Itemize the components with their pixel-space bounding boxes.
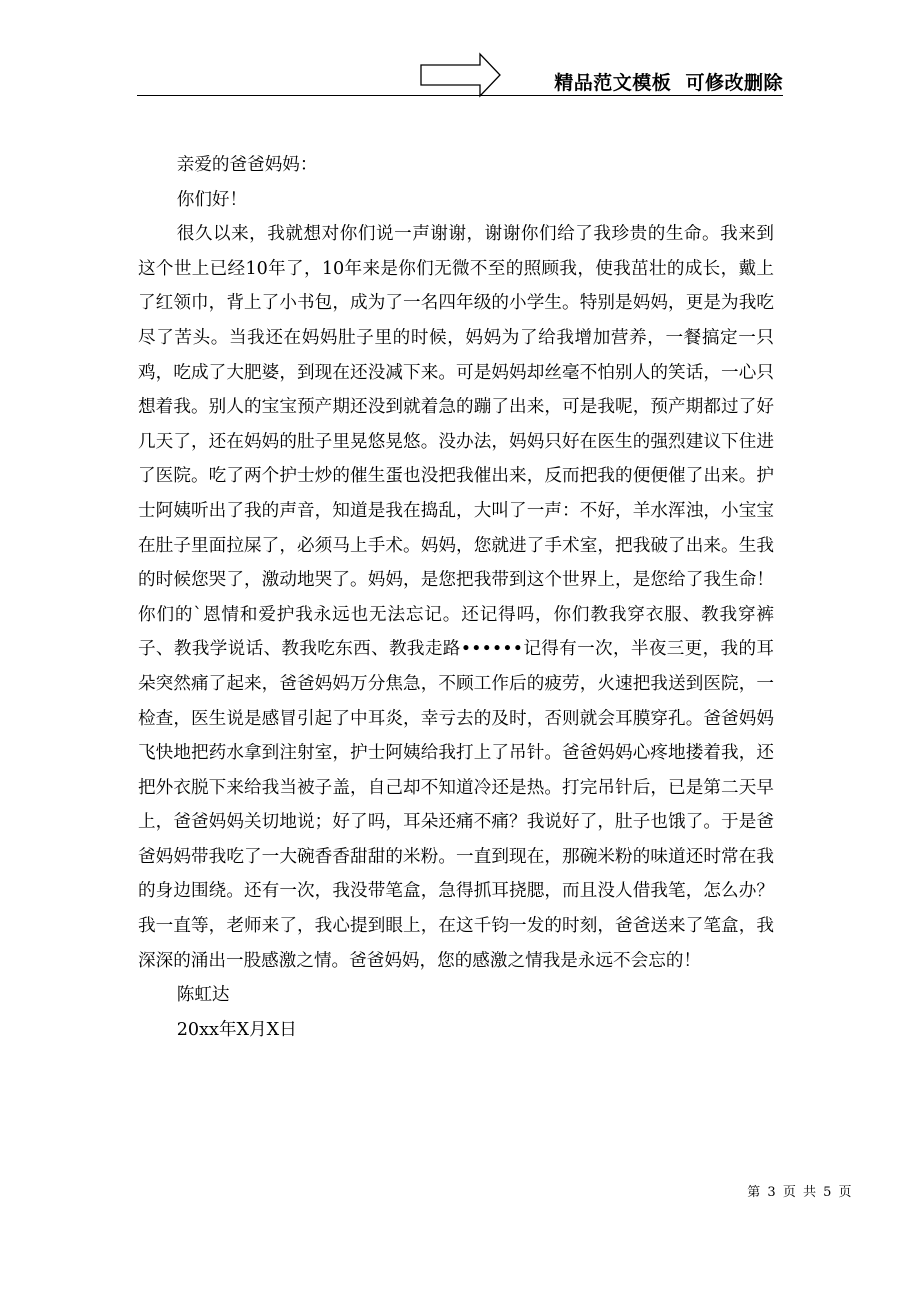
letter-greeting: 你们好！ — [176, 189, 248, 210]
letter-body — [138, 148, 774, 1047]
letter-signature: 陈虹达 — [176, 985, 230, 1006]
header-title: 精品范文模板 可修改删除 — [554, 72, 783, 94]
page-number: 第 3 页 共 5 页 — [747, 1185, 853, 1200]
right-arrow-outline-icon — [420, 52, 502, 98]
letter-paragraph: 很久以来，我就想对你们说一声谢谢，谢谢你们给了我珍贵的生命。我来到这个世上已经10年了，10年来是你们无微不至的照顾我，使我茁壮的成长，戴上了红领巾，背上了小书包，成为了一名四年级的小学生。特别是妈妈，更是为我吃尽了苦头。当我还在妈妈肚子里的时候，妈妈为了给我增加营养，一餐搞定一只鸡，吃成了大肥婆，到现在还没减下来。可是妈妈却丝毫不怕别人的笑话，一心只想着我。别人的宝宝预产期还没到就着急的蹦了出来，可是我呢，预产期都过了好几天了，还在妈妈的肚子里晃悠晃悠。没办法，妈妈只好在医生的强烈建议下住进了医院。吃了两个护士炒的催生蛋也没把我催出来，反而把我的便便催了出来。护士阿姨听出了我的声音，知道是我在捣乱，大叫了一声：不好，羊水浑浊，小宝宝在肚子里面拉屎了，必须马上手术。妈妈，您就进了手术室，把我破了出来。生我的时候您哭了，激动地哭了。妈妈，是您把我带到这个世界上，是您给了我生命！你们的`恩情和爱护我永远也无法忘记。还记得吗，你们教我穿衣服、教我穿裤子、教我学说话、教我吃东西、教我走路••••••记得有一次，半夜三更，我的耳朵突然痛了起来，爸爸妈妈万分焦急，不顾工作后的疲劳，火速把我送到医院，一检查，医生说是感冒引起了中耳炎，幸亏去的及时，否则就会耳膜穿孔。爸爸妈妈飞快地把药水拿到注射室，护士阿姨给我打上了吊针。爸爸妈妈心疼地搂着我，还把外衣脱下来给我当被子盖，自己却不知道冷还是热。打完吊针后，已是第二天早上，爸爸妈妈关切地说；好了吗，耳朵还痛不痛？我说好了，肚子也饿了。于是爸爸妈妈带我吃了一大碗香香甜甜的米粉。一直到现在，那碗米粉的味道还时常在我的身边围绕。还有一次，我没带笔盒，急得抓耳挠腮，而且没人借我笔，怎么办？我一直等，老师来了，我心提到眼上，在这千钧一发的时刻，爸爸送来了笔盒，我深深的涌出一股感激之情。爸爸妈妈，您的感激之情我是永远不会忘的！ — [138, 224, 774, 971]
letter-salutation: 亲爱的爸爸妈妈： — [176, 155, 318, 175]
header-divider — [137, 95, 783, 96]
page-header — [137, 48, 783, 98]
letter-date: 20xx年X月X日 — [176, 1019, 297, 1040]
